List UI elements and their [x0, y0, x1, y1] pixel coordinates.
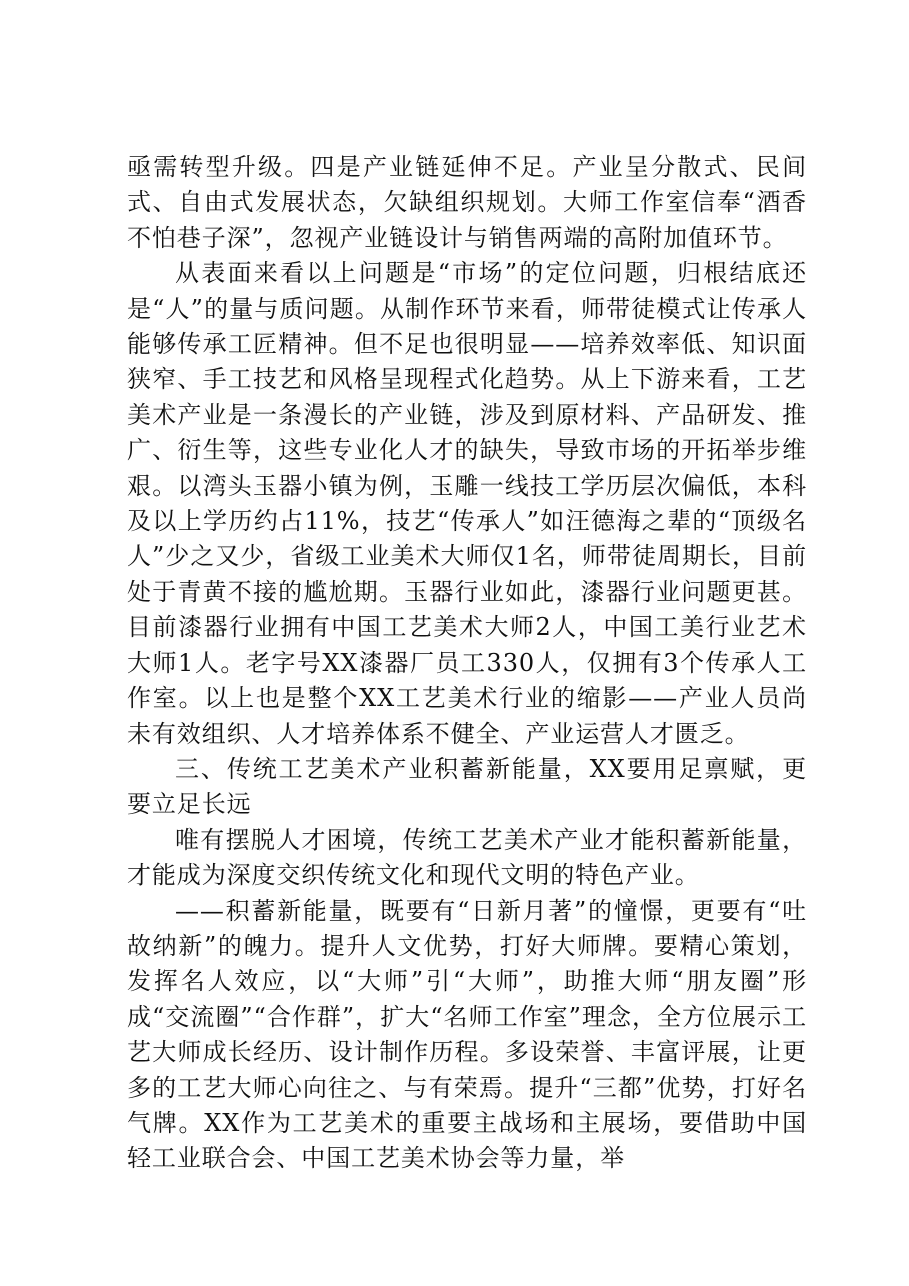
paragraph-talent-problem: 从表面来看以上问题是“市场”的定位问题，归根结底还是“人”的量与质问题。从制作环节来看，师带徒模式让传承人能够传承工匠精神。但不足也很明显——培养效率低、知识面狭窄、手工技艺和风格呈现程式化趋势。从上下游来看，工艺美术产业是一条漫长的产业链，涉及到原材料、产品研发、推广、衍生等，这些专业化人才的缺失，导致市场的开拓举步维艰。以湾头玉器小镇为例，玉雕一线技工学历层次偏低，本科及以上学历约占11%，技艺“传承人”如汪德海之辈的“顶级名人”少之又少，省级工业美术大师仅1名，师带徒周期长，目前处于青黄不接的尴尬期。玉器行业如此，漆器行业问题更甚。目前漆器行业拥有中国工艺美术大师2人，中国工美行业艺术大师1人。老字号XX漆器厂员工330人，仅拥有3个传承人工作室。以上也是整个XX工艺美术行业的缩影——产业人员尚未有效组织、人才培养体系不健全、产业运营人才匮乏。 — [127, 259, 807, 748]
paragraph-new-energy: ——积蓄新能量，既要有“日新月著”的憧憬，更要有“吐故纳新”的魄力。提升人文优势，打好大师牌。要精心策划，发挥名人效应，以“大师”引“大师”，助推大师“朋友圈”形成“交流圈”“合作群”，扩大“名师工作室”理念，全方位展示工艺大师成长经历、设计制作历程。多设荣誉、丰富评展，让更多的工艺大师心向往之、与有荣焉。提升“三都”优势，打好名气牌。XX作为工艺美术的重要主战场和主展场，要借助中国轻工业联合会、中国工艺美术协会等力量，举 — [127, 896, 807, 1173]
document-body — [127, 150, 807, 1177]
section-heading-three: 三、传统工艺美术产业积蓄新能量，XX要用足禀赋，更要立足长远 — [127, 754, 807, 819]
paragraph-talent-dilemma: 唯有摆脱人才困境，传统工艺美术产业才能积蓄新能量，才能成为深度交织传统文化和现代文明的特色产业。 — [127, 825, 807, 890]
paragraph-continuation: 亟需转型升级。四是产业链延伸不足。产业呈分散式、民间式、自由式发展状态，欠缺组织规划。大师工作室信奉“酒香不怕巷子深”，忽视产业链设计与销售两端的高附加值环节。 — [127, 153, 807, 252]
